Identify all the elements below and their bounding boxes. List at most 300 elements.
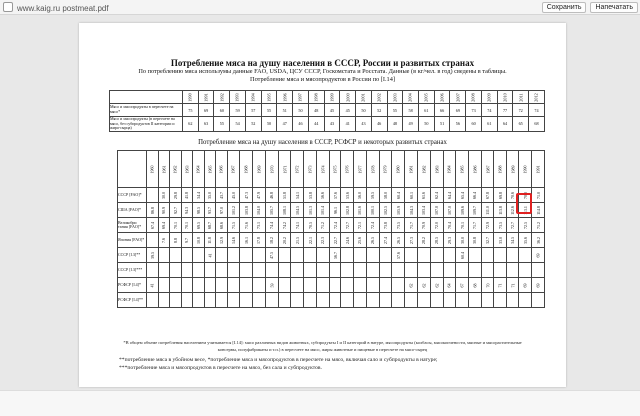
cell-value: 69.8 — [497, 191, 503, 199]
table-cell — [379, 233, 392, 248]
table-cell — [170, 188, 182, 203]
cell-value: 71 — [497, 283, 503, 287]
table-cell — [204, 248, 216, 263]
table-cell — [354, 278, 367, 293]
table-row — [118, 293, 545, 308]
table-row — [118, 218, 545, 233]
cell-value: 56.0 — [357, 191, 363, 199]
table-cell — [147, 248, 159, 263]
status-bar — [0, 390, 640, 416]
year-header — [324, 91, 340, 104]
table-cell — [158, 293, 170, 308]
table-cell — [366, 293, 379, 308]
table-cell — [329, 203, 341, 218]
year-label: 1969 — [256, 165, 262, 173]
table-cell — [278, 233, 291, 248]
cell-value: 113.1 — [522, 205, 528, 215]
table-cell: 52 — [371, 104, 387, 117]
table-cell — [392, 218, 405, 233]
table-cell: 50 — [293, 104, 309, 117]
red-highlight-box — [516, 193, 532, 214]
cell-value: 59.5 — [370, 191, 376, 199]
table-cell — [181, 188, 193, 203]
year-label: 1977 — [357, 165, 363, 173]
cell-value: 104.5 — [294, 205, 300, 215]
table-cell — [405, 248, 418, 263]
year-label: 1970 — [269, 165, 275, 173]
row-label: Мясо и мясопродукты в пересчете на мясо* — [110, 104, 183, 117]
year-label: 1974 — [320, 165, 326, 173]
table-cell — [240, 278, 253, 293]
cell-value: 22.1 — [307, 236, 313, 244]
address-bar[interactable] — [13, 0, 538, 16]
year-header — [340, 91, 356, 104]
table-cell — [304, 293, 317, 308]
table-cell — [417, 233, 430, 248]
cell-value: 41 — [149, 283, 155, 287]
row-label: СССР [FAO]* — [118, 188, 147, 203]
table-cell: 74 — [481, 104, 497, 117]
row-label: СССР [I.3]*** — [118, 263, 147, 278]
table-cell — [532, 293, 545, 308]
cell-value: 62.4 — [434, 191, 440, 199]
year-label: 1984 — [446, 165, 452, 173]
table-cell: 44 — [308, 117, 324, 132]
year-header — [291, 151, 304, 188]
table-cell — [379, 203, 392, 218]
cell-value: 47.3 — [243, 191, 249, 199]
year-header — [181, 151, 193, 188]
cell-value: 26.5 — [370, 236, 376, 244]
table-cell — [240, 248, 253, 263]
year-header — [214, 91, 230, 104]
table2-corner-cell — [118, 151, 147, 188]
page-title: Потребление мяса на душу населения в СССР, России и развитых странах — [170, 58, 475, 68]
year-label: 2012 — [533, 92, 539, 102]
table-cell — [456, 218, 469, 233]
cell-value: 111.0 — [485, 205, 491, 215]
ussr-countries-table — [117, 150, 545, 308]
table-cell — [204, 293, 216, 308]
table-cell — [158, 233, 170, 248]
cell-value: 62 — [408, 283, 414, 287]
year-header — [356, 91, 372, 104]
table-cell — [341, 263, 354, 278]
table-cell — [181, 218, 193, 233]
cell-value: 92.7 — [172, 206, 178, 214]
cell-value: 8.8 — [172, 237, 178, 243]
year-label: 2008 — [471, 92, 477, 102]
cell-value: 67 — [459, 283, 465, 287]
table-cell — [216, 263, 228, 278]
table-cell — [181, 263, 193, 278]
table-cell — [204, 263, 216, 278]
table-cell — [147, 218, 159, 233]
table-cell — [265, 263, 278, 278]
cell-value: 57.6 — [332, 191, 338, 199]
cell-value: 53.6 — [344, 191, 350, 199]
cell-value: 72.4 — [332, 221, 338, 229]
table-cell — [417, 293, 430, 308]
row-label: РСФСР [I.4]** — [118, 293, 147, 308]
table-cell — [481, 248, 493, 263]
cell-value: 74.4 — [269, 221, 275, 229]
table-cell — [417, 263, 430, 278]
year-header — [265, 151, 278, 188]
table-cell — [430, 278, 443, 293]
cell-value: 70.4 — [446, 221, 452, 229]
table-cell — [443, 293, 456, 308]
table-cell — [193, 203, 205, 218]
table-cell — [147, 233, 159, 248]
table-cell: 61 — [419, 104, 435, 117]
table-cell — [227, 248, 240, 263]
table-cell — [265, 278, 278, 293]
cell-value: 64.4 — [446, 191, 452, 199]
table-cell: 66 — [434, 104, 450, 117]
browser-toolbar — [0, 0, 640, 15]
table-cell — [216, 278, 228, 293]
table-cell: 55 — [261, 104, 277, 117]
table-cell — [278, 203, 291, 218]
table-cell — [227, 293, 240, 308]
cell-value: 28.5 — [434, 236, 440, 244]
cell-value: 104.3 — [408, 205, 414, 215]
cell-value: 71.0 — [535, 191, 541, 199]
table-row — [110, 117, 545, 132]
table-cell — [354, 248, 367, 263]
table-cell — [291, 248, 304, 263]
table-cell — [506, 218, 519, 233]
cell-value: 107.0 — [446, 205, 452, 215]
table-cell — [443, 263, 456, 278]
table-cell — [227, 218, 240, 233]
table-cell — [469, 188, 482, 203]
cell-value: 54.1 — [294, 191, 300, 199]
table-cell — [170, 218, 182, 233]
table-cell — [227, 203, 240, 218]
year-label: 1991 — [535, 165, 541, 173]
pdf-viewer[interactable] — [0, 15, 640, 390]
cell-value: 34.5 — [510, 236, 516, 244]
table-cell — [278, 293, 291, 308]
cell-value: 24.6 — [344, 236, 350, 244]
table-cell — [366, 233, 379, 248]
table-cell — [405, 218, 418, 233]
table-cell — [291, 263, 304, 278]
cell-value: 72.0 — [434, 221, 440, 229]
table-cell — [532, 278, 545, 293]
table-cell: 41 — [340, 117, 356, 132]
cell-value: 65.4 — [459, 191, 465, 199]
year-header — [304, 151, 317, 188]
table-cell — [291, 293, 304, 308]
table-cell — [430, 248, 443, 263]
table-cell — [456, 233, 469, 248]
cell-value: 69.5 — [195, 221, 201, 229]
cell-value: 64 — [446, 283, 452, 287]
cell-value: 109.6 — [459, 205, 465, 215]
year-header — [193, 151, 205, 188]
table-cell — [366, 203, 379, 218]
table-cell: 43 — [356, 117, 372, 132]
cell-value: 102.8 — [344, 205, 350, 215]
year-header — [204, 151, 216, 188]
year-header — [308, 91, 324, 104]
cell-value: 60.4 — [459, 251, 465, 259]
cell-value: 66.4 — [472, 191, 478, 199]
table-cell: 73 — [466, 104, 482, 117]
table-cell: 52 — [245, 117, 261, 132]
cell-value: 10.8 — [195, 236, 201, 244]
year-label: 2004 — [408, 92, 414, 102]
table-cell — [456, 293, 469, 308]
table-cell — [147, 263, 159, 278]
year-header — [403, 91, 419, 104]
cell-value: 30.8 — [472, 236, 478, 244]
cell-value: 32.7 — [485, 236, 491, 244]
year-header — [417, 151, 430, 188]
cell-value: 70.0 — [522, 191, 528, 199]
row-label: Великобри тания [FAO]* — [118, 218, 147, 233]
table-cell — [240, 203, 253, 218]
table-cell — [316, 278, 329, 293]
cell-value: 17.8 — [256, 236, 262, 244]
year-header — [170, 151, 182, 188]
year-label: 1990 — [187, 92, 193, 102]
table-cell — [366, 188, 379, 203]
table-cell — [366, 248, 379, 263]
table-cell — [456, 203, 469, 218]
table-cell — [304, 233, 317, 248]
table-cell — [481, 233, 493, 248]
table-cell — [291, 218, 304, 233]
cell-value: 101.4 — [320, 205, 326, 215]
table-cell: 59 — [230, 104, 246, 117]
year-label: 2006 — [439, 92, 445, 102]
cell-value: 72.7 — [510, 221, 516, 229]
table-cell — [227, 278, 240, 293]
table-cell — [316, 248, 329, 263]
table-cell — [469, 233, 482, 248]
table-cell — [147, 293, 159, 308]
table-cell: 51 — [277, 104, 293, 117]
save-button[interactable]: Сохранить — [542, 2, 587, 13]
table-cell — [216, 248, 228, 263]
print-button[interactable]: Напечатать — [590, 2, 638, 13]
year-header — [434, 91, 450, 104]
table-cell — [181, 293, 193, 308]
cell-value: 26.5 — [395, 236, 401, 244]
table-cell — [253, 188, 266, 203]
cell-value: 108.1 — [282, 205, 288, 215]
table-cell — [265, 218, 278, 233]
cell-value: 114.8 — [535, 205, 541, 215]
row-label: Япония [FAO]* — [118, 233, 147, 248]
table-cell — [469, 203, 482, 218]
table-cell — [379, 263, 392, 278]
footnote-2: консервы, полуфабрикаты и т.п.) в пересчете на мясо, жиры животные и пищевые в пересчете на мясо-сырец — [217, 347, 428, 352]
table-cell — [341, 293, 354, 308]
cell-value: 68.6 — [218, 221, 224, 229]
year-header — [316, 151, 329, 188]
cell-value: 70.1 — [459, 221, 465, 229]
table-cell — [481, 293, 493, 308]
year-header — [497, 91, 513, 104]
year-header — [277, 91, 293, 104]
table-cell — [481, 203, 493, 218]
table-row — [118, 278, 545, 293]
year-label: 2003 — [392, 92, 398, 102]
table-cell — [253, 233, 266, 248]
cell-value: 58.0 — [382, 191, 388, 199]
year-header — [519, 151, 532, 188]
cell-value: 51.8 — [282, 191, 288, 199]
table-cell — [443, 278, 456, 293]
table-cell — [506, 293, 519, 308]
table-cell: 55 — [387, 104, 403, 117]
cell-value: 69 — [535, 253, 541, 257]
year-header — [392, 151, 405, 188]
cell-value: 25.6 — [357, 236, 363, 244]
table-cell — [170, 203, 182, 218]
cell-value: 113.8 — [497, 205, 503, 215]
year-header — [198, 91, 214, 104]
table-cell: 72 — [513, 104, 529, 117]
table-cell: 60 — [466, 117, 482, 132]
table-cell — [170, 263, 182, 278]
table-cell: 49 — [403, 117, 419, 132]
table-cell: 61 — [481, 117, 497, 132]
table-cell: 74 — [528, 104, 544, 117]
year-header — [481, 91, 497, 104]
table-cell — [532, 218, 545, 233]
table-cell — [316, 293, 329, 308]
year-label: 2010 — [502, 92, 508, 102]
year-label: 1971 — [282, 165, 288, 173]
cell-value: 39.5 — [149, 251, 155, 259]
table-cell — [354, 203, 367, 218]
cell-value: 62 — [434, 283, 440, 287]
table-cell — [304, 263, 317, 278]
table-cell — [494, 188, 507, 203]
table-cell — [494, 248, 507, 263]
cell-value: 70.9 — [421, 221, 427, 229]
table-cell — [341, 203, 354, 218]
table-row — [118, 188, 545, 203]
cell-value: 96.1 — [332, 206, 338, 214]
cell-value: 70.5 — [307, 221, 313, 229]
table-cell — [519, 218, 532, 233]
table-cell — [494, 203, 507, 218]
table-cell — [278, 218, 291, 233]
table-cell — [456, 278, 469, 293]
table-cell — [329, 218, 341, 233]
year-header — [481, 151, 493, 188]
page-icon — [3, 2, 13, 12]
table-cell — [204, 203, 216, 218]
table-cell — [354, 218, 367, 233]
table-cell — [316, 188, 329, 203]
table-cell — [227, 263, 240, 278]
table-cell — [227, 233, 240, 248]
cell-value: 72.5 — [522, 221, 528, 229]
year-label: 1998 — [313, 92, 319, 102]
cell-value: 69 — [522, 283, 528, 287]
year-header — [430, 151, 443, 188]
year-label: 2011 — [518, 92, 524, 102]
table-cell — [481, 263, 493, 278]
table-cell: 45 — [340, 104, 356, 117]
cell-value: 29.3 — [446, 236, 452, 244]
table-cell: 58 — [403, 104, 419, 117]
table-cell — [181, 233, 193, 248]
table-cell — [443, 203, 456, 218]
table-cell — [341, 278, 354, 293]
table2-header-row — [118, 151, 545, 188]
year-header — [466, 91, 482, 104]
table-cell: 62 — [183, 117, 199, 132]
cell-value: 101.2 — [230, 205, 236, 215]
table-cell — [304, 248, 317, 263]
table-cell — [216, 203, 228, 218]
table-cell — [379, 278, 392, 293]
table-cell — [532, 203, 545, 218]
table-cell — [430, 188, 443, 203]
table-cell — [354, 233, 367, 248]
table-cell — [316, 233, 329, 248]
table-cell — [379, 248, 392, 263]
year-header — [227, 151, 240, 188]
table-cell — [265, 203, 278, 218]
table-cell — [494, 293, 507, 308]
year-header — [419, 91, 435, 104]
table-cell — [469, 263, 482, 278]
year-header — [405, 151, 418, 188]
cell-value: 68 — [472, 283, 478, 287]
russia-meat-table — [109, 90, 545, 132]
year-header — [379, 151, 392, 188]
table-cell — [456, 248, 469, 263]
year-header — [387, 91, 403, 104]
table-cell — [532, 248, 545, 263]
table-cell — [405, 278, 418, 293]
cell-value: 35.0 — [207, 191, 213, 199]
cell-value: 67.4 — [149, 221, 155, 229]
table-cell — [379, 218, 392, 233]
table-cell — [265, 248, 278, 263]
row-label: США [FAO]* — [118, 203, 147, 218]
year-label: 1997 — [298, 92, 303, 102]
cell-value: 71 — [510, 283, 516, 287]
table-cell — [204, 233, 216, 248]
table-cell: 46 — [371, 117, 387, 132]
table-cell — [240, 233, 253, 248]
table-cell — [265, 293, 278, 308]
year-header — [240, 151, 253, 188]
table-cell — [430, 263, 443, 278]
address-text[interactable]: www.kaig.ru postmeat.pdf — [17, 4, 109, 13]
cell-value: 70.1 — [184, 221, 190, 229]
cell-value: 67.8 — [485, 191, 491, 199]
table-cell — [193, 263, 205, 278]
year-label: 1994 — [250, 92, 256, 102]
year-label: 1978 — [370, 165, 376, 173]
table-cell — [304, 218, 317, 233]
table-cell — [291, 188, 304, 203]
year-label: 1980 — [395, 165, 401, 173]
year-label: 1960 — [149, 165, 155, 173]
